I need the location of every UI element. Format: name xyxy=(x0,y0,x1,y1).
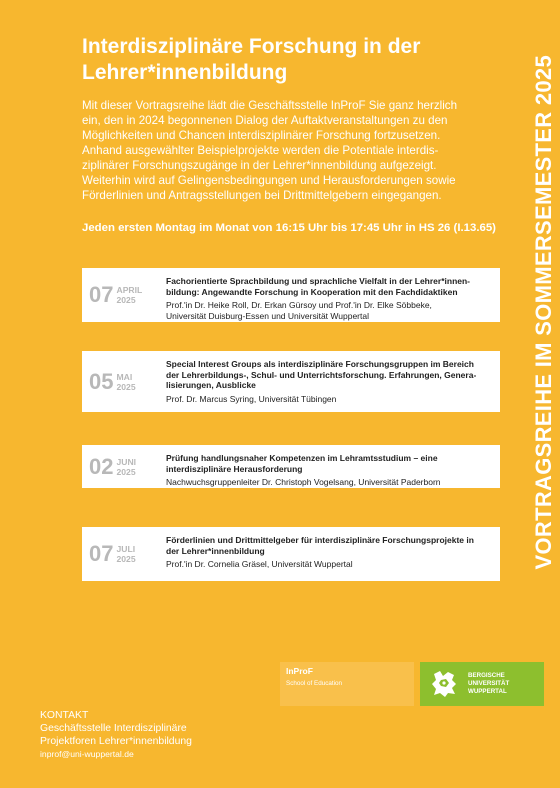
page-title xyxy=(82,34,502,86)
event-info xyxy=(162,445,500,488)
event-month: MAI xyxy=(116,371,133,382)
vertical-title-text: VORTRAGSREIHE IM SOMMERSEMESTER 2025 xyxy=(531,54,556,570)
event-date xyxy=(82,445,162,488)
event-title xyxy=(166,453,492,474)
event-title-line: bildung: Angewandte Forschung in Kooperation mit den Fachdidaktiken xyxy=(166,286,458,297)
event-speaker xyxy=(166,300,492,321)
event-day: 02 xyxy=(89,453,114,479)
event-title xyxy=(166,276,492,297)
event-info xyxy=(162,527,500,581)
vertical-series-title xyxy=(532,42,556,582)
contact-block xyxy=(40,709,300,761)
event-year: 2025 xyxy=(116,295,136,305)
inprof-logo-subtitle: School of Education xyxy=(286,680,343,687)
event-title-line: lisierungen, Ausblicke xyxy=(166,380,256,390)
intro-line: Weiterhin wird auf Gelingensbedingungen und Herausforderungen sowie xyxy=(82,174,456,187)
event-title-line: der Lehrerbildungs-, Schul- und Unterrichtsforschung. Erfahrungen, Genera- xyxy=(166,369,477,380)
event-year: 2025 xyxy=(116,381,136,392)
contact-email[interactable]: inprof@uni-wuppertal.de xyxy=(40,749,134,759)
buw-logo xyxy=(420,662,544,706)
event-card-mai xyxy=(82,351,500,412)
event-title-line: Prüfung handlungsnaher Kompetenzen im Lehramtsstudium – eine xyxy=(166,453,438,463)
intro-line: Mit dieser Vortragsreihe lädt die Geschäftsstelle InProF Sie ganz herzlich xyxy=(82,99,458,112)
event-month: APRIL xyxy=(116,285,143,295)
title-line-2: Lehrer*innenbildung xyxy=(82,61,288,84)
event-title-line: Förderlinien und Drittmittelgeber für interdisziplinäre Forschungsprojekte in xyxy=(166,535,474,545)
buw-logo-text xyxy=(468,672,509,696)
intro-line: ein, den in 2024 begonnenen Dialog der Auftaktveranstaltungen zu den xyxy=(82,114,448,127)
buw-logo-line: BERGISCHE xyxy=(468,672,505,679)
event-title-line: Special Interest Groups als interdisziplinäre Forschungsgruppen im Bereich xyxy=(166,359,474,369)
event-speaker-line: Prof.'in Dr. Cornelia Gräsel, Universität Wuppertal xyxy=(166,559,353,569)
event-title-line: Fachorientierte Sprachbildung und sprachliche Vielfalt in der Lehrer*innen- xyxy=(166,276,471,286)
intro-paragraph xyxy=(82,98,486,203)
event-year: 2025 xyxy=(116,554,136,564)
buw-logo-line: WUPPERTAL xyxy=(468,688,507,695)
contact-line: Projektforen Lehrer*innenbildung xyxy=(40,736,192,747)
title-line-1: Interdisziplinäre Forschung in der xyxy=(82,35,421,58)
event-month: JUNI xyxy=(116,456,137,467)
schedule-note: Jeden ersten Montag im Monat von 16:15 Uhr bis 17:45 Uhr in HS 26 (I.13.65) xyxy=(82,222,496,234)
inprof-logo-name: InProF xyxy=(286,666,313,676)
event-day: 07 xyxy=(89,541,114,566)
event-speaker xyxy=(166,394,492,405)
event-speaker-line: Nachwuchsgruppenleiter Dr. Christoph Vogelsang, Universität Paderborn xyxy=(166,477,441,487)
event-date xyxy=(82,527,162,581)
event-date xyxy=(82,351,162,412)
event-card-juni xyxy=(82,445,500,488)
intro-line: Möglichkeiten und Chancen interdisziplinärer Forschung fortzusetzen. xyxy=(82,129,441,142)
buw-logo-line: UNIVERSITÄT xyxy=(468,680,510,687)
event-speaker xyxy=(166,559,492,570)
event-day: 05 xyxy=(89,368,114,394)
event-year: 2025 xyxy=(116,466,136,477)
event-date xyxy=(82,268,162,322)
event-speaker xyxy=(166,477,492,488)
event-info xyxy=(162,351,500,412)
intro-line: Anhand ausgewählter Beispielprojekte werden die Potentiale interdis- xyxy=(82,144,439,157)
event-speaker-line: Prof. Dr. Marcus Syring, Universität Tübingen xyxy=(166,393,337,404)
event-title xyxy=(166,359,492,391)
event-info xyxy=(162,268,500,322)
event-card-juli xyxy=(82,527,500,581)
event-speaker-line: Prof.'in Dr. Heike Roll, Dr. Erkan Gürsoy und Prof.'in Dr. Elke Söbbeke, xyxy=(166,300,432,310)
event-day: 07 xyxy=(89,282,114,307)
intro-line: ziplinärer Forschungszugänge in der Lehrer*innenbildung aufgezeigt. xyxy=(82,159,437,172)
event-title-line: der Lehrer*innenbildung xyxy=(166,545,265,556)
contact-line: Geschäftsstelle Interdisziplinäre xyxy=(40,723,187,734)
event-title-line: interdisziplinäre Herausforderung xyxy=(166,463,303,474)
event-speaker-line: Universität Duisburg-Essen und Universität Wuppertal xyxy=(166,310,369,321)
intro-line: Förderlinien und Antragsstellungen bei Drittmittelgebern eingegangen. xyxy=(82,189,442,202)
lion-crest-icon xyxy=(428,668,462,700)
event-title xyxy=(166,535,492,556)
contact-heading: KONTAKT xyxy=(40,710,89,721)
event-month: JULI xyxy=(116,544,136,554)
inprof-logo xyxy=(280,662,414,706)
event-card-april xyxy=(82,268,500,322)
